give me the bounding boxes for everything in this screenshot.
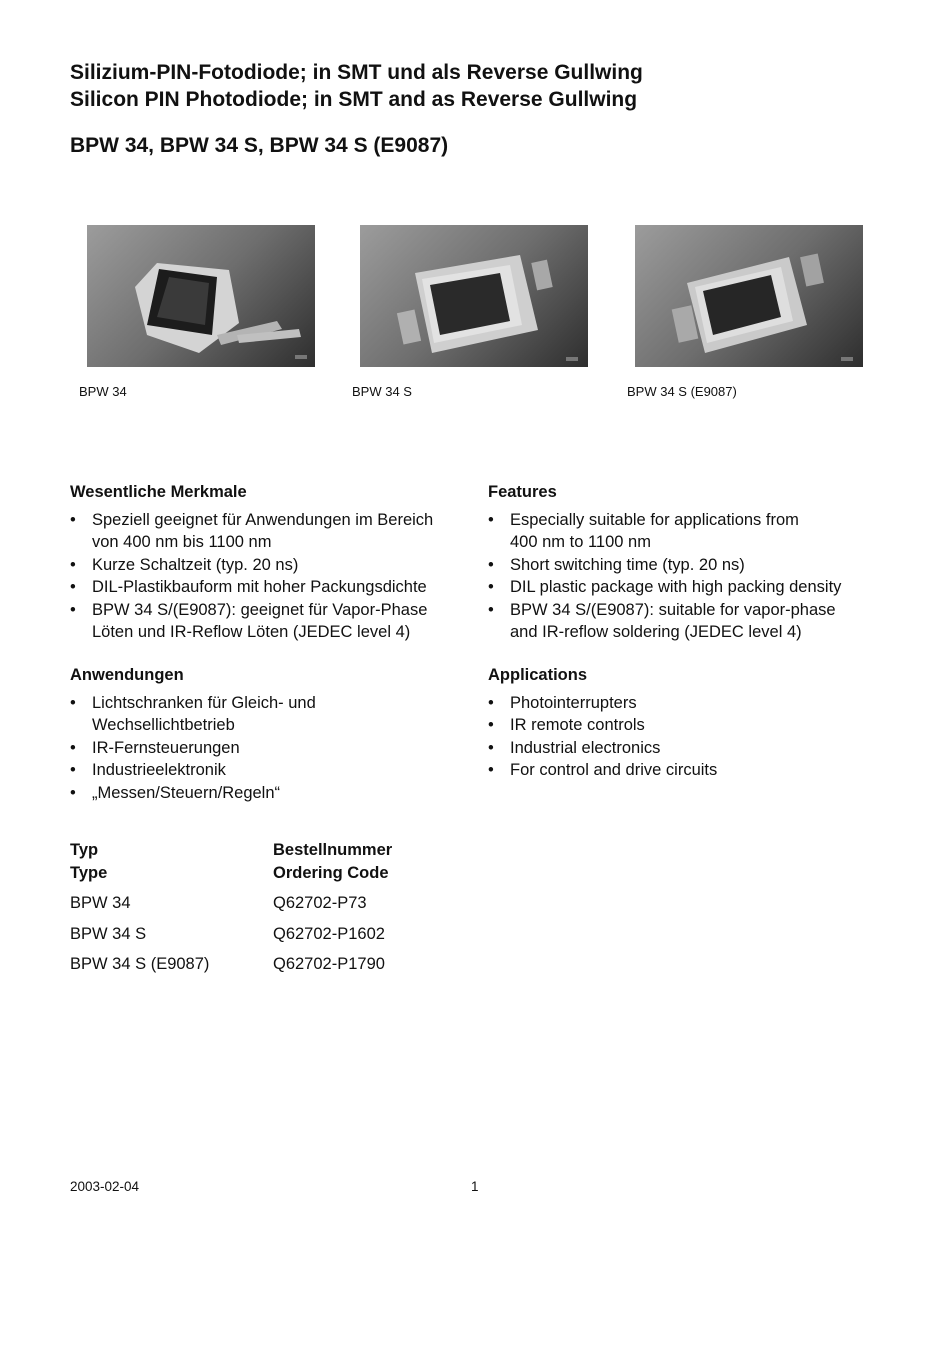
table-row xyxy=(70,949,392,980)
list-item: • Kurze Schaltzeit (typ. 20 ns) xyxy=(70,554,480,576)
table-header-row xyxy=(70,862,392,885)
caption-bpw34: BPW 34 xyxy=(79,384,127,399)
photodiode-image-bpw34s xyxy=(360,225,588,367)
ordering-code-cell: Q62702-P1790 xyxy=(273,955,385,973)
photo-bpw34s-e9087 xyxy=(635,225,863,367)
table-row xyxy=(70,888,392,919)
list-item: • IR-Fernsteuerungen xyxy=(70,737,480,759)
type-cell: BPW 34 S xyxy=(70,924,147,943)
list-item: • Short switching time (typ. 20 ns) xyxy=(488,554,908,576)
list-item: • Industrial electronics xyxy=(488,737,908,759)
list-item: • IR remote controls xyxy=(488,714,908,736)
list-item: • „Messen/Steuern/Regeln“ xyxy=(70,782,480,804)
ordering-code-header-german: Bestellnummer xyxy=(273,841,393,859)
table-header-row xyxy=(70,839,392,862)
list-item: • BPW 34 S/(E9087): geeignet für Vapor-Phase Löten und IR-Reflow Löten (JEDEC level 4) xyxy=(70,599,480,644)
photo-bpw34s xyxy=(360,225,588,367)
photodiode-image-bpw34s-e9087 xyxy=(635,225,863,367)
applications-list-german xyxy=(70,692,480,804)
ordering-table xyxy=(70,839,392,980)
title-german: Silizium-PIN-Fotodiode; in SMT und als Reverse Gullwing xyxy=(70,61,643,84)
applications-heading-english: Applications xyxy=(488,666,588,684)
caption-bpw34s-e9087: BPW 34 S (E9087) xyxy=(627,384,737,399)
applications-heading-german: Anwendungen xyxy=(70,666,184,684)
photodiode-image-bpw34 xyxy=(87,225,315,367)
list-item: • Lichtschranken für Gleich- und Wechsellichtbetrieb xyxy=(70,692,480,737)
type-cell: BPW 34 xyxy=(70,894,131,912)
photo-bpw34 xyxy=(87,225,315,367)
list-item: • Especially suitable for applications from 400 nm to 1100 nm xyxy=(488,509,908,554)
caption-bpw34s: BPW 34 S xyxy=(352,384,412,399)
type-cell: BPW 34 S (E9087) xyxy=(70,955,210,973)
title-english: Silicon PIN Photodiode; in SMT and as Reverse Gullwing xyxy=(70,88,638,111)
ordering-code-cell: Q62702-P73 xyxy=(273,894,367,912)
features-heading-german: Wesentliche Merkmale xyxy=(70,483,247,501)
ordering-code-cell: Q62702-P1602 xyxy=(273,924,385,943)
features-list-english xyxy=(488,509,908,643)
list-item: • Industrieelektronik xyxy=(70,759,480,781)
list-item: • DIL-Plastikbauform mit hoher Packungsdichte xyxy=(70,576,480,598)
ordering-code-header-english: Ordering Code xyxy=(273,863,389,882)
footer-date: 2003-02-04 xyxy=(70,1179,140,1194)
table-row xyxy=(70,919,392,950)
applications-list-english xyxy=(488,692,908,782)
list-item: • For control and drive circuits xyxy=(488,759,908,781)
features-heading-english: Features xyxy=(488,483,557,501)
model-list: BPW 34, BPW 34 S, BPW 34 S (E9087) xyxy=(70,134,449,157)
page-number: 1 xyxy=(471,1179,479,1194)
list-item: • BPW 34 S/(E9087): suitable for vapor-phase and IR-reflow soldering (JEDEC level 4) xyxy=(488,599,908,644)
list-item: • Speziell geeignet für Anwendungen im Bereich von 400 nm bis 1100 nm xyxy=(70,509,480,554)
list-item: • Photointerrupters xyxy=(488,692,908,714)
features-list-german xyxy=(70,509,480,643)
type-header-german: Typ xyxy=(70,841,99,859)
list-item: • DIL plastic package with high packing density xyxy=(488,576,908,598)
type-header-english: Type xyxy=(70,863,108,882)
